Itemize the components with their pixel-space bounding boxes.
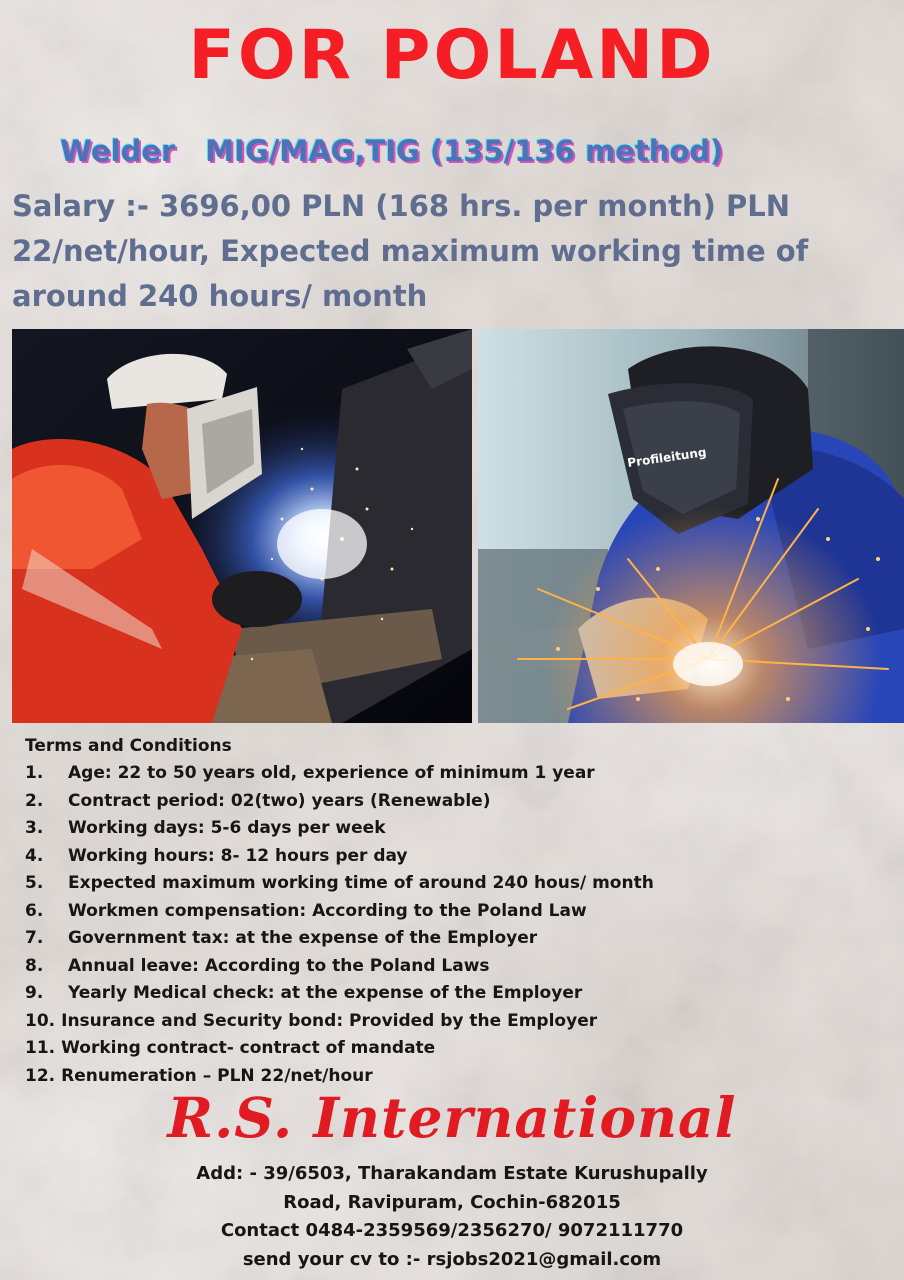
- terms-item: [25, 815, 654, 843]
- terms-item-number: 11.: [25, 1038, 56, 1058]
- terms-item-text: Government tax: at the expense of the Employer: [68, 928, 538, 948]
- terms-item: [25, 788, 654, 816]
- terms-item-text: Workmen compensation: According to the Poland Law: [68, 900, 587, 921]
- terms-section: [25, 733, 654, 1090]
- terms-item: [25, 980, 654, 1008]
- terms-item: [25, 925, 654, 953]
- job-title: [60, 134, 723, 168]
- terms-item: [25, 898, 654, 926]
- terms-item-number: 5.: [25, 873, 44, 893]
- terms-item-number: 9.: [25, 983, 44, 1003]
- terms-item-number: 3.: [25, 818, 44, 838]
- terms-item-text: Contract period: 02(two) years (Renewable): [68, 790, 491, 811]
- terms-title: Terms and Conditions: [25, 736, 232, 756]
- job-method: MIG/MAG,TIG (135/136 method): [205, 134, 724, 168]
- terms-item-number: 10.: [25, 1010, 56, 1031]
- contact-block: [0, 1160, 904, 1274]
- terms-item: [25, 760, 654, 788]
- salary-text: Salary :- 3696,00 PLN (168 hrs. per month) PLN 22/net/hour, Expected maximum working time of around 240 hours/ month: [12, 189, 809, 313]
- terms-item-text: Age: 22 to 50 years old, experience of minimum 1 year: [68, 763, 595, 783]
- terms-item-text: Working days: 5-6 days per week: [68, 818, 386, 838]
- contact-email: send your cv to :- rsjobs2021@gmail.com: [242, 1248, 662, 1270]
- terms-item-number: 2.: [25, 790, 44, 811]
- terms-item-text: Expected maximum working time of around 240 hous/ month: [68, 873, 654, 893]
- terms-item-number: 7.: [25, 928, 44, 948]
- terms-list: [25, 760, 654, 1090]
- address-line-1: Add: - 39/6503, Tharakandam Estate Kurushupally: [196, 1163, 708, 1184]
- terms-item: [25, 1035, 654, 1063]
- welder-photo-left: [12, 329, 472, 723]
- address-line-2: Road, Ravipuram, Cochin-682015: [283, 1191, 621, 1213]
- terms-item-text: Yearly Medical check: at the expense of the Employer: [68, 983, 583, 1003]
- contact-phone: Contact 0484-2359569/2356270/ 9072111770: [220, 1220, 684, 1241]
- terms-item: [25, 953, 654, 981]
- terms-item-text: Working hours: 8- 12 hours per day: [68, 845, 408, 866]
- company-name: R.S. International: [167, 1085, 737, 1150]
- terms-item-number: 1.: [25, 763, 44, 783]
- terms-item-text: Annual leave: According to the Poland Laws: [68, 955, 490, 976]
- terms-item-number: 4.: [25, 845, 44, 866]
- job-role: Welder: [60, 134, 176, 168]
- terms-item-text: Renumeration – PLN 22/net/hour: [61, 1065, 373, 1086]
- terms-item-number: 8.: [25, 955, 44, 976]
- terms-item: [25, 1008, 654, 1036]
- headline: FOR POLAND: [188, 16, 716, 95]
- terms-item-number: 12.: [25, 1065, 56, 1086]
- terms-item-number: 6.: [25, 900, 44, 921]
- terms-item-text: Insurance and Security bond: Provided by the Employer: [61, 1010, 598, 1031]
- terms-item: [25, 870, 654, 898]
- welder-photo-right: [478, 329, 904, 723]
- terms-item: [25, 843, 654, 871]
- terms-item-text: Working contract- contract of mandate: [61, 1038, 436, 1058]
